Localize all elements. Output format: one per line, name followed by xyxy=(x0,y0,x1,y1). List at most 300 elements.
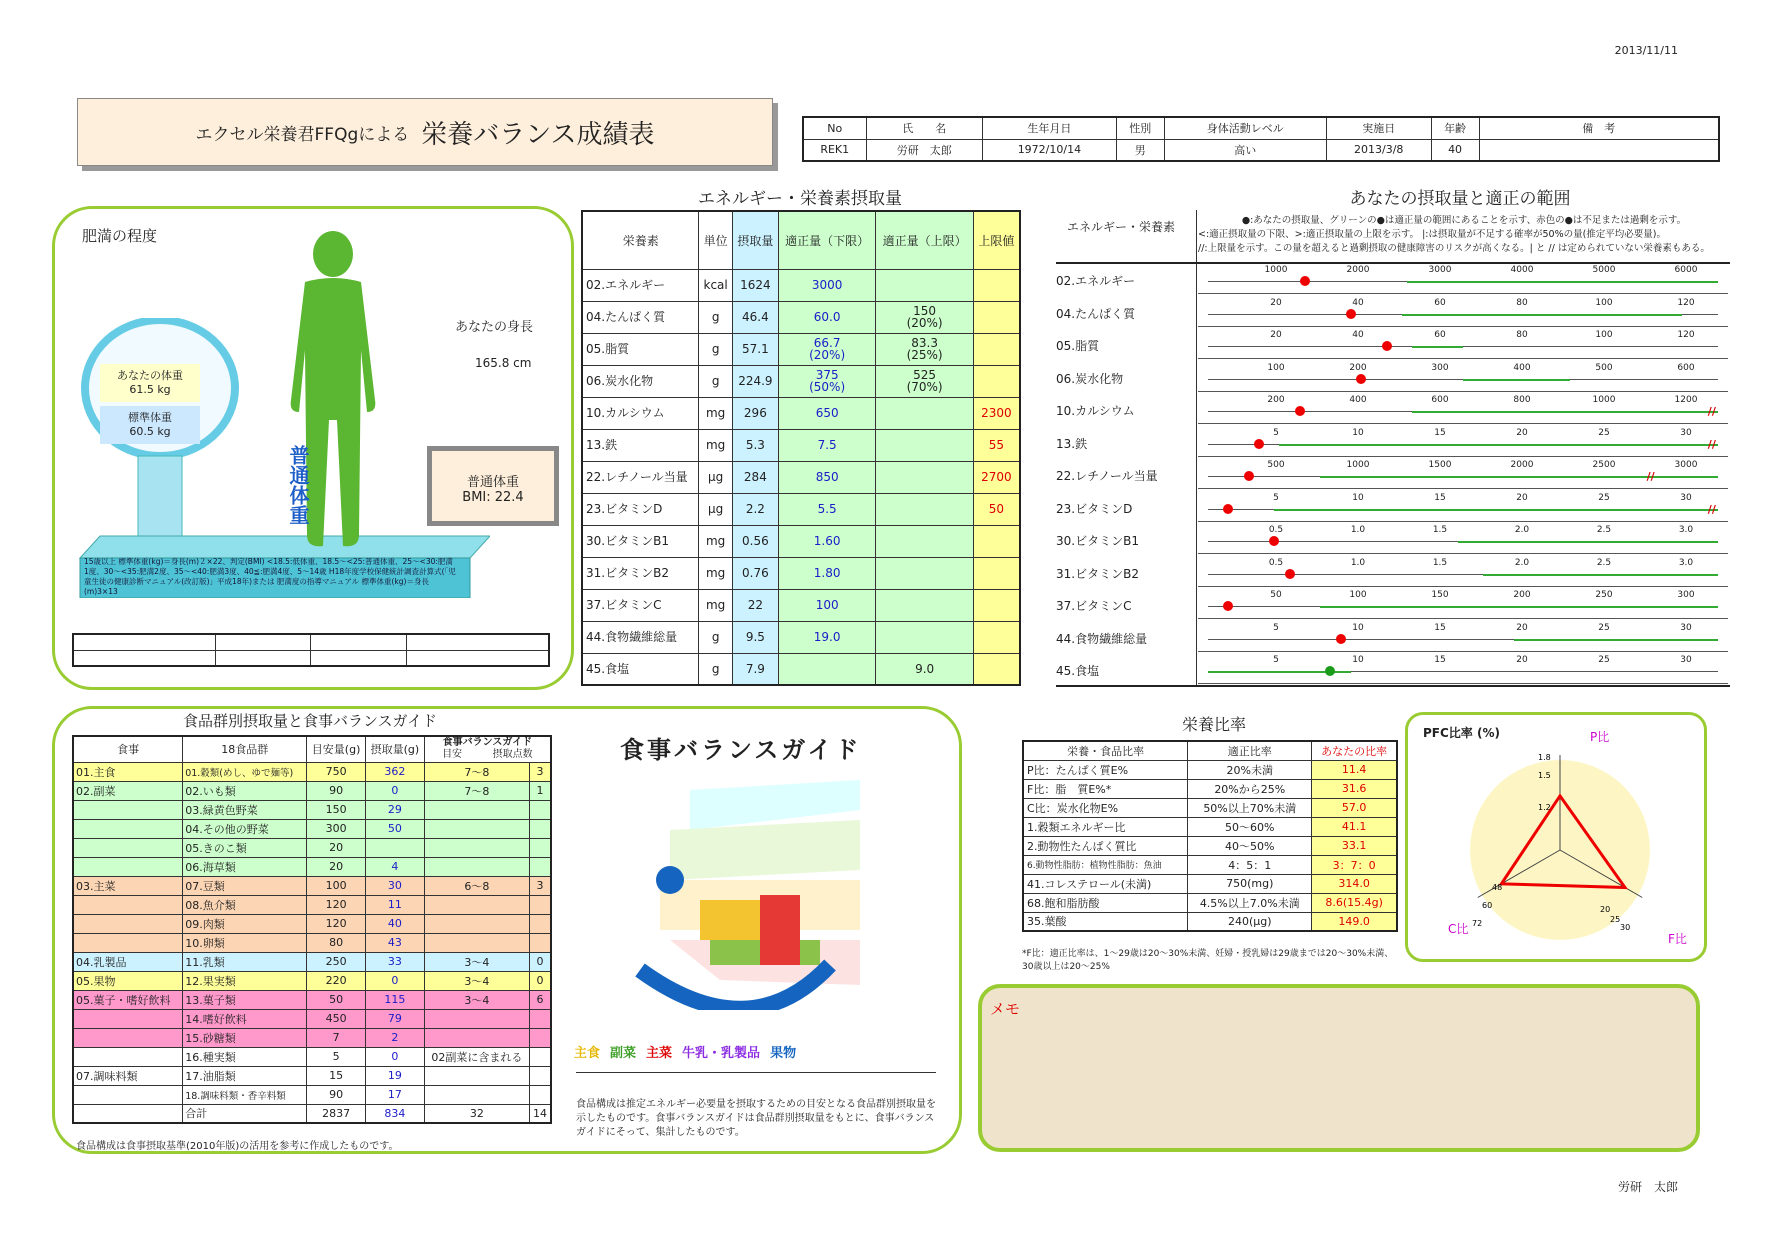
table-row xyxy=(73,1047,551,1066)
table-row xyxy=(1023,912,1397,931)
legend-line-2: <:適正摂取量の下限、>:適正摂取量の上限を示す。 |:は摂取量が不足する確率が50%の量(推定平均必要量)。 xyxy=(1198,229,1667,240)
range-tick: 40 xyxy=(1352,330,1364,340)
food-cell: 13.菓子類 xyxy=(183,990,307,1009)
food-cell xyxy=(73,1009,183,1028)
food-cell: 33 xyxy=(365,952,424,971)
ratio-header: 適正比率 xyxy=(1188,741,1312,760)
nutr-cell: 2700 xyxy=(973,461,1020,493)
food-cell: 04.その他の野菜 xyxy=(183,819,307,838)
range-tick: 100 xyxy=(1595,297,1613,308)
range-tick: 5000 xyxy=(1592,265,1616,275)
height-label: あなたの身長 xyxy=(455,320,534,335)
guide-rule xyxy=(576,1072,936,1073)
range-tick: 3.0 xyxy=(1678,525,1694,535)
nutr-cell: 57.1 xyxy=(732,333,778,365)
food-cell xyxy=(73,1104,183,1123)
nutr-cell: mg xyxy=(699,557,732,589)
nutr-cell: 5.3 xyxy=(732,429,778,461)
range-appropriate xyxy=(1320,476,1718,478)
food-cell: 16.種実類 xyxy=(183,1047,307,1066)
range-appropriate xyxy=(1514,639,1718,641)
range-tick: 30 xyxy=(1680,655,1692,665)
nutr-cell: 46.4 xyxy=(732,301,778,333)
guide-labels xyxy=(574,1042,954,1061)
food-cell xyxy=(73,1085,183,1104)
nutr-cell xyxy=(973,525,1020,557)
nutr-cell: 9.0 xyxy=(876,653,973,685)
range-tick: 20 xyxy=(1516,655,1528,665)
nutr-header: 上限値 xyxy=(973,211,1020,269)
info-value: REK1 xyxy=(803,139,866,161)
food-cell: 3 xyxy=(530,762,551,781)
range-tick: 6000 xyxy=(1674,265,1698,275)
range-tick: 2.0 xyxy=(1514,525,1530,535)
food-cell: 90 xyxy=(307,781,366,800)
range-tick: 100 xyxy=(1595,330,1613,340)
food-cell: 0 xyxy=(530,952,551,971)
pfc-tick-label: 20 xyxy=(1600,905,1611,914)
food-cell: 220 xyxy=(307,971,366,990)
nutr-cell: mg xyxy=(699,589,732,621)
intake-dot xyxy=(1295,406,1305,416)
table-row xyxy=(73,762,551,781)
range-tick: 120 xyxy=(1677,330,1695,340)
food-cell: 120 xyxy=(307,895,366,914)
guide-label-main: 主菜 xyxy=(646,1046,673,1061)
food-table xyxy=(72,735,552,1124)
range-tick: 20 xyxy=(1516,427,1528,438)
range-tick: 15 xyxy=(1434,492,1446,503)
nutr-cell: kcal xyxy=(699,269,732,301)
range-tick: 1000 xyxy=(1592,395,1616,405)
upper-limit-mark: // xyxy=(1707,405,1716,418)
food-cell: 02.副菜 xyxy=(73,781,183,800)
food-cell xyxy=(424,1066,529,1085)
range-tick: 2.5 xyxy=(1596,557,1612,568)
range-axis xyxy=(1208,346,1718,347)
table-row xyxy=(582,493,1020,525)
upper-limit-mark: // xyxy=(1646,470,1655,483)
food-cell xyxy=(73,1047,183,1066)
intake-dot xyxy=(1244,471,1254,481)
category-vertical: 普通体重 xyxy=(286,445,310,525)
food-cell xyxy=(73,1028,183,1047)
food-cell: 17 xyxy=(365,1085,424,1104)
range-bar xyxy=(1198,262,1728,294)
pfc-tick-label: 1.2 xyxy=(1538,803,1551,812)
ratio-cell: 1.穀類エネルギー比 xyxy=(1023,817,1188,836)
range-appropriate xyxy=(1402,314,1683,316)
food-cell: 08.魚介類 xyxy=(183,895,307,914)
food-cell: 07.豆類 xyxy=(183,876,307,895)
obesity-blank-table xyxy=(72,633,550,667)
food-cell: 90 xyxy=(307,1085,366,1104)
nutr-cell xyxy=(876,461,973,493)
range-divider xyxy=(1196,210,1197,685)
nutr-cell: g xyxy=(699,653,732,685)
range-tick: 80 xyxy=(1516,330,1528,340)
height-value: 165.8 cm xyxy=(475,356,532,370)
food-cell: 11.乳類 xyxy=(183,952,307,971)
nutr-cell xyxy=(876,525,973,557)
nutr-header: 適正量（下限） xyxy=(778,211,875,269)
legend-line-3: //:上限量を示す。この量を超えると過剰摂取の健康障害のリスクが高くなる。| と // は定められていない栄養素もある。 xyxy=(1198,243,1710,254)
food-cell: 79 xyxy=(365,1009,424,1028)
range-tick: 25 xyxy=(1598,492,1610,503)
info-value: 男 xyxy=(1116,139,1164,161)
food-cell: 14 xyxy=(530,1104,551,1123)
table-row xyxy=(582,301,1020,333)
nutr-cell xyxy=(876,397,973,429)
table-row xyxy=(582,653,1020,685)
nutr-cell: 02.エネルギー xyxy=(582,269,699,301)
ratio-cell: 20%未満 xyxy=(1188,760,1312,779)
nutr-cell: 5.5 xyxy=(778,493,875,525)
food-cell: 3 xyxy=(530,876,551,895)
food-cell xyxy=(424,819,529,838)
range-bar xyxy=(1198,587,1728,619)
range-tick: 10 xyxy=(1352,427,1364,438)
intake-dot xyxy=(1285,569,1295,579)
report-date: 2013/11/11 xyxy=(1614,44,1678,57)
bmi-value: BMI: 22.4 xyxy=(462,490,524,505)
range-row-label: 45.食塩 xyxy=(1056,664,1100,678)
title-big: 栄養バランス成績表 xyxy=(421,119,655,150)
range-bottom-rule xyxy=(1056,685,1730,687)
range-tick: 250 xyxy=(1595,590,1613,600)
range-tick: 500 xyxy=(1595,362,1613,373)
table-row xyxy=(582,397,1020,429)
range-tick: 10 xyxy=(1352,492,1364,503)
nutr-cell xyxy=(973,621,1020,653)
range-tick: 2.0 xyxy=(1514,557,1530,568)
upper-limit-mark: // xyxy=(1707,502,1716,516)
range-row-label: 04.たんぱく質 xyxy=(1056,306,1136,321)
range-appropriate xyxy=(1320,606,1718,608)
food-cell xyxy=(73,838,183,857)
food-cell: 32 xyxy=(424,1104,529,1123)
food-cell xyxy=(530,1028,551,1047)
ratio-header: あなたの比率 xyxy=(1312,741,1397,760)
food-cell xyxy=(424,914,529,933)
range-tick: 1000 xyxy=(1346,460,1370,470)
food-cell xyxy=(424,857,529,876)
nutr-cell xyxy=(973,333,1020,365)
pfc-tick-label: 60 xyxy=(1482,901,1493,910)
range-tick: 100 xyxy=(1349,590,1367,600)
range-tick: 1500 xyxy=(1428,460,1452,470)
nutr-cell: 2.2 xyxy=(732,493,778,525)
food-cell: 14.嗜好飲料 xyxy=(183,1009,307,1028)
ratio-cell: 40～50% xyxy=(1188,836,1312,855)
food-cell xyxy=(530,1085,551,1104)
pfc-tick-label: 30 xyxy=(1620,923,1631,932)
range-tick: 20 xyxy=(1270,330,1282,340)
nutr-cell xyxy=(876,621,973,653)
ratio-cell: 20%から25% xyxy=(1188,779,1312,798)
range-bar xyxy=(1198,392,1728,424)
food-cell xyxy=(424,933,529,952)
range-tick: 1.0 xyxy=(1350,557,1366,568)
range-tick: 150 xyxy=(1431,590,1449,600)
nutr-cell: mg xyxy=(699,397,732,429)
food-cell: 2 xyxy=(365,1028,424,1047)
title-box xyxy=(77,98,773,166)
nutr-cell: 850 xyxy=(778,461,875,493)
range-tick: 1200 xyxy=(1674,395,1698,405)
info-value: 40 xyxy=(1431,139,1479,161)
food-cell: 40 xyxy=(365,914,424,933)
ratio-cell: 57.0 xyxy=(1312,798,1397,817)
pfc-title: PFC比率 (%) xyxy=(1423,726,1500,740)
range-tick: 20 xyxy=(1516,622,1528,633)
food-cell: 120 xyxy=(307,914,366,933)
table-row xyxy=(582,589,1020,621)
food-cell: 03.主菜 xyxy=(73,876,183,895)
range-row-label: 44.食物繊維総量 xyxy=(1056,631,1148,646)
range-tick: 200 xyxy=(1513,590,1531,600)
food-cell xyxy=(530,1047,551,1066)
food-cell: 6 xyxy=(530,990,551,1009)
table-row xyxy=(73,933,551,952)
table-row xyxy=(1023,874,1397,893)
pfc-c-label: C比 xyxy=(1448,922,1469,936)
table-row xyxy=(582,621,1020,653)
range-bar xyxy=(1198,490,1728,522)
range-row-label: 02.エネルギー xyxy=(1056,274,1136,288)
range-tick: 1000 xyxy=(1264,265,1288,275)
nutr-cell: 05.脂質 xyxy=(582,333,699,365)
range-tick: 15 xyxy=(1434,655,1446,665)
range-row-label: 37.ビタミンC xyxy=(1056,599,1132,613)
range-tick: 2000 xyxy=(1346,265,1370,275)
guide-title: 食事バランスガイド xyxy=(620,736,862,764)
food-header: 食事 xyxy=(73,736,183,762)
ratio-table xyxy=(1022,740,1398,932)
nutr-cell: 296 xyxy=(732,397,778,429)
food-cell: 362 xyxy=(365,762,424,781)
nutr-cell: μg xyxy=(699,461,732,493)
range-tick: 2000 xyxy=(1510,460,1534,470)
table-row xyxy=(1023,760,1397,779)
nutr-cell: 23.ビタミンD xyxy=(582,493,699,525)
food-cell: 20 xyxy=(307,857,366,876)
nutr-header: 摂取量 xyxy=(732,211,778,269)
food-footnote: 食品構成は食事摂取基準(2010年版)の活用を参考に作成したものです。 xyxy=(76,1141,399,1152)
nutr-cell xyxy=(876,269,973,301)
range-row-label: 23.ビタミンD xyxy=(1056,501,1133,516)
range-appropriate xyxy=(1407,281,1718,283)
nutr-cell xyxy=(973,557,1020,589)
food-cell: 29 xyxy=(365,800,424,819)
range-tick: 60 xyxy=(1434,297,1446,308)
intake-dot xyxy=(1325,666,1335,676)
pfc-tick-label: 25 xyxy=(1610,915,1621,924)
food-header: 目安量(g) xyxy=(307,736,366,762)
range-col-label: エネルギー・栄養素 xyxy=(1066,220,1175,234)
food-header: 摂取量(g) xyxy=(365,736,424,762)
table-row xyxy=(73,990,551,1009)
nutr-cell: g xyxy=(699,621,732,653)
footer-name: 労研 太郎 xyxy=(1617,1180,1678,1194)
intake-dot xyxy=(1223,504,1233,514)
food-cell xyxy=(530,838,551,857)
food-cell: 12.果実類 xyxy=(183,971,307,990)
pfc-tick-label: 48 xyxy=(1492,883,1503,892)
nutr-cell: μg xyxy=(699,493,732,525)
range-tick: 10 xyxy=(1352,655,1364,665)
nutr-cell: 650 xyxy=(778,397,875,429)
range-tick: 120 xyxy=(1677,297,1695,308)
food-cell xyxy=(530,1009,551,1028)
pfc-radar-chart xyxy=(1460,730,1680,950)
range-tick: 10 xyxy=(1352,622,1364,633)
weight-label: あなたの体重 xyxy=(117,369,183,382)
nutr-cell: 7.9 xyxy=(732,653,778,685)
nutr-cell xyxy=(876,589,973,621)
info-value: 労研 太郎 xyxy=(866,139,982,161)
food-cell: 20 xyxy=(307,838,366,857)
range-tick: 0.5 xyxy=(1268,525,1284,535)
food-cell: 07.調味料類 xyxy=(73,1066,183,1085)
food-cell: 50 xyxy=(307,990,366,1009)
food-cell xyxy=(424,838,529,857)
nutr-cell xyxy=(973,365,1020,397)
info-header: 備 考 xyxy=(1479,117,1719,139)
range-appropriate xyxy=(1274,509,1718,511)
food-cell: 19 xyxy=(365,1066,424,1085)
upper-limit-mark: // xyxy=(1707,437,1716,451)
range-row-label: 31.ビタミンB2 xyxy=(1056,566,1139,581)
ratio-cell: C比：炭水化物E% xyxy=(1023,798,1188,817)
nutr-cell: 55 xyxy=(973,429,1020,461)
nutr-cell: 525 (70%) xyxy=(876,365,973,397)
range-tick: 0.5 xyxy=(1268,557,1284,568)
ratio-cell: 6.動物性脂肪：植物性脂肪：魚油 xyxy=(1023,855,1188,874)
table-row xyxy=(73,838,551,857)
ratio-cell: 68.飽和脂肪酸 xyxy=(1023,893,1188,912)
nutr-cell: 224.9 xyxy=(732,365,778,397)
info-header: 身体活動レベル xyxy=(1164,117,1326,139)
intake-dot xyxy=(1223,601,1233,611)
food-cell: 0 xyxy=(365,1047,424,1066)
range-tick: 500 xyxy=(1267,460,1285,470)
memo-panel[interactable] xyxy=(978,984,1700,1152)
table-row xyxy=(73,914,551,933)
guide-label-staple: 主食 xyxy=(574,1046,601,1061)
table-row xyxy=(73,876,551,895)
range-tick: 4000 xyxy=(1510,265,1534,275)
weight-value: 61.5 kg xyxy=(129,383,171,396)
food-cell: 0 xyxy=(530,971,551,990)
food-cell: 30 xyxy=(365,876,424,895)
food-cell xyxy=(424,1028,529,1047)
food-cell: 15 xyxy=(307,1066,366,1085)
food-cell: 02.いも類 xyxy=(183,781,307,800)
range-tick: 40 xyxy=(1352,297,1364,308)
range-row-label: 06.炭水化物 xyxy=(1056,371,1124,386)
food-cell xyxy=(73,895,183,914)
range-bar xyxy=(1198,555,1728,587)
food-cell: 03.緑黄色野菜 xyxy=(183,800,307,819)
range-tick: 5 xyxy=(1273,622,1279,633)
food-cell xyxy=(73,800,183,819)
ratio-cell: 8.6(15.4g) xyxy=(1312,893,1397,912)
food-cell: 02副菜に含まれる xyxy=(424,1047,529,1066)
table-row xyxy=(582,557,1020,589)
food-cell xyxy=(530,1066,551,1085)
nutr-cell: 22.レチノール当量 xyxy=(582,461,699,493)
food-cell: 0 xyxy=(365,781,424,800)
food-cell: 05.果物 xyxy=(73,971,183,990)
guide-label-dairy: 牛乳・乳製品 xyxy=(682,1046,761,1061)
nutrient-table xyxy=(581,210,1021,686)
intake-dot xyxy=(1346,309,1356,319)
table-row xyxy=(582,333,1020,365)
table-row xyxy=(73,952,551,971)
food-cell: 合計 xyxy=(183,1104,307,1123)
table-row xyxy=(73,857,551,876)
table-row xyxy=(1023,779,1397,798)
nutr-cell: mg xyxy=(699,429,732,461)
food-guide-title: 食事バランスガイド xyxy=(442,737,533,749)
table-row xyxy=(73,1104,551,1123)
info-table xyxy=(802,116,1720,162)
std-weight-box xyxy=(100,406,200,444)
nutr-cell xyxy=(876,493,973,525)
food-cell xyxy=(530,914,551,933)
table-row xyxy=(73,895,551,914)
range-tick: 3000 xyxy=(1428,265,1452,275)
bmi-category: 普通体重 xyxy=(466,475,519,490)
weight-box xyxy=(100,364,200,402)
range-bar xyxy=(1198,425,1728,457)
range-bar xyxy=(1198,327,1728,359)
nutr-cell: 375 (50%) xyxy=(778,365,875,397)
nutr-cell: 83.3 (25%) xyxy=(876,333,973,365)
food-cell: 250 xyxy=(307,952,366,971)
nutr-cell: 30.ビタミンB1 xyxy=(582,525,699,557)
table-row xyxy=(73,800,551,819)
nutr-cell: g xyxy=(699,301,732,333)
nutr-cell xyxy=(778,653,875,685)
nutr-cell xyxy=(973,653,1020,685)
range-tick: 30 xyxy=(1680,622,1692,633)
range-tick: 1.5 xyxy=(1432,557,1448,568)
food-guide-sub-1: 目安 xyxy=(442,749,463,761)
nutr-title: エネルギー・栄養素摂取量 xyxy=(698,189,902,209)
std-weight-value: 60.5 kg xyxy=(129,425,171,438)
food-cell xyxy=(530,819,551,838)
ratio-cell: 3：7：0 xyxy=(1312,855,1397,874)
nutr-cell: g xyxy=(699,333,732,365)
food-cell xyxy=(73,914,183,933)
table-row xyxy=(73,1028,551,1047)
nutr-cell: 06.炭水化物 xyxy=(582,365,699,397)
range-tick: 30 xyxy=(1680,492,1692,503)
pfc-f-label: F比 xyxy=(1668,932,1687,946)
food-cell: 450 xyxy=(307,1009,366,1028)
pfc-p-label: P比 xyxy=(1590,730,1610,744)
range-row-label: 22.レチノール当量 xyxy=(1056,469,1158,483)
table-row xyxy=(582,461,1020,493)
range-row-label: 05.脂質 xyxy=(1056,339,1100,353)
ratio-cell: 50～60% xyxy=(1188,817,1312,836)
food-cell xyxy=(424,800,529,819)
nutr-cell: 66.7 (20%) xyxy=(778,333,875,365)
table-row xyxy=(1023,798,1397,817)
food-cell xyxy=(73,819,183,838)
